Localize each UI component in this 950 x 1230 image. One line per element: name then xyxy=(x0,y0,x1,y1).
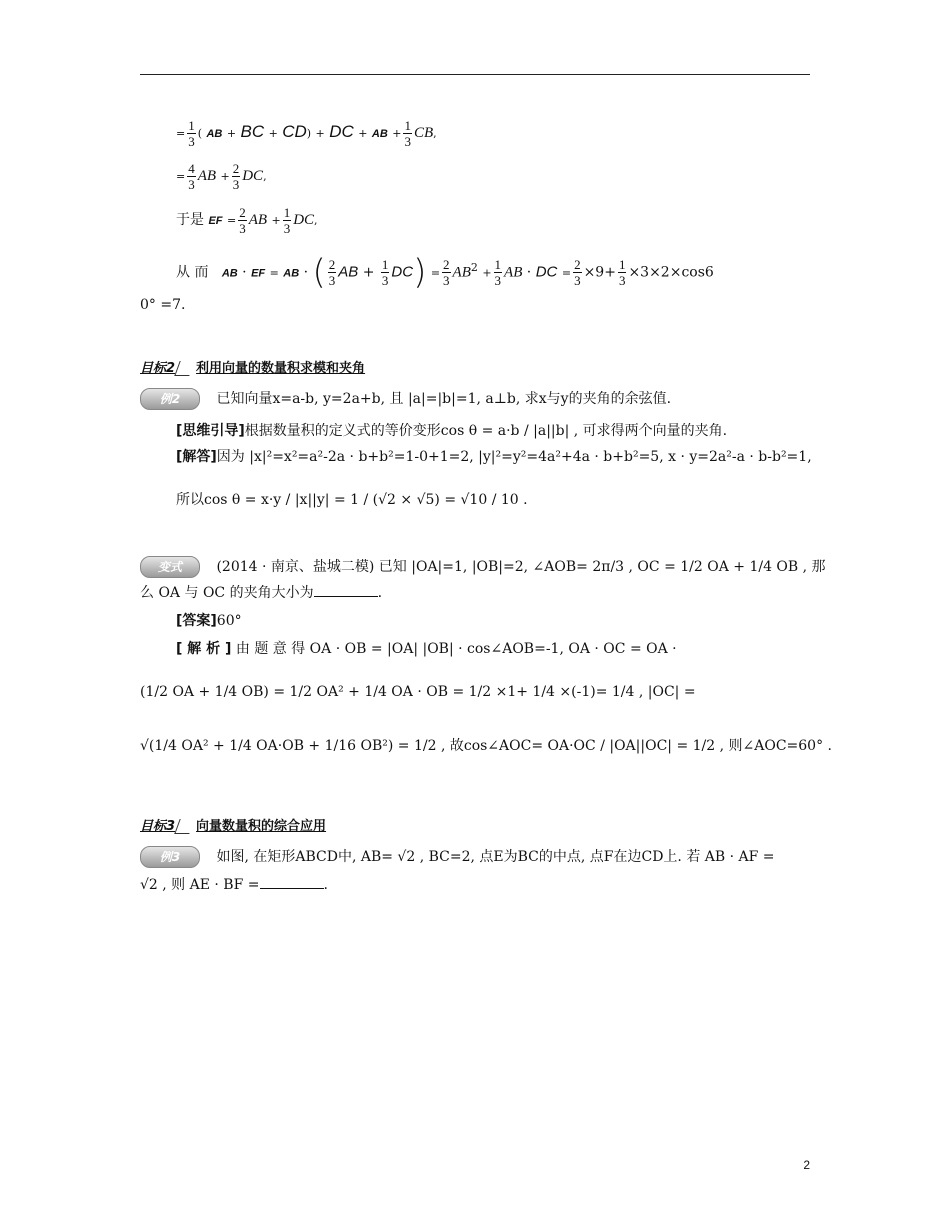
variant-solution-text-1: 由 题 意 得 OA · OB = |OA| |OB| · cos∠AOB=-1, OA · OC = OA · xyxy=(235,641,677,657)
answer2-text: 因为 |x|²=x²=a²-2a · b+b²=1-0+1=2, |y|²=y²=4a²+4a · b+b²=5, x · y=2a²-a · b-b²=1, xyxy=(216,449,812,465)
variant-line-2: 么 OA 与 OC 的夹角大小为 . xyxy=(140,585,383,601)
variant-answer-label: [答案] xyxy=(176,613,217,629)
equation-line-3: 于是 EF = $\frac{2}{3}$ AB + $\frac{1}{3}$ DC, xyxy=(176,204,318,236)
variant-solution-line-2 xyxy=(140,670,810,714)
example3-line-1 xyxy=(140,844,810,870)
equation-line-4: 从 而 AB · EF = AB · ( $\frac{2}{3}$ AB + $\frac{1}{3}$ DC) = $\frac{2}{3}$ $AB^2$ + $\frac{1}{3}$ AB · DC = $\frac{2}{3}$ ×9+ $\frac{1}{3}$ ×3×2×cos6 xyxy=(176,252,714,293)
so-line xyxy=(140,478,810,522)
variant-text-2: 么 OA 与 OC 的夹角大小为 xyxy=(140,585,314,601)
goal3-title: 向量数量积的综合应用 xyxy=(196,819,327,834)
thinking-line xyxy=(140,420,810,442)
text-yushi: 于是 xyxy=(176,212,204,228)
answer-blank xyxy=(314,584,378,597)
example2-line xyxy=(140,386,810,412)
thinking-label: [思维引导] xyxy=(176,423,245,439)
variant-solution-line-3 xyxy=(140,724,832,768)
answer2-label: [解答] xyxy=(176,449,217,465)
text-congere: 从 而 xyxy=(176,264,209,281)
answer2-line xyxy=(140,446,810,468)
so-text: 所以cos θ = x·y / |x||y| = 1 / (√2 × √5) = √10 / 10 . xyxy=(176,492,528,508)
answer-blank xyxy=(260,876,324,889)
example3-text-1: 如图, 在矩形ABCD中, AB= √2 , BC=2, 点E为BC的中点, 点F在边CD上. 若 AB · AF = xyxy=(216,849,775,865)
document-body xyxy=(140,110,832,896)
variant-solution-label: [ 解 析 ] xyxy=(176,641,232,657)
thinking-text: 根据数量积的定义式的等价变形cos θ = a·b / |a||b| , 可求得两个向量的夹角. xyxy=(244,423,728,439)
variant-solution-text-2: (1/2 OA + 1/4 OB) = 1/2 OA² + 1/4 OA · OB = 1/2 ×1+ 1/4 ×(-1)= 1/4 , |OC| = xyxy=(140,684,696,700)
example3-line-2: √2 , 则 AE · BF = . xyxy=(140,877,328,893)
page-number: 2 xyxy=(803,1158,810,1172)
equation-line-2: = $\frac{4}{3}$ AB + $\frac{2}{3}$ DC, xyxy=(176,160,267,192)
variant-line-1 xyxy=(140,552,826,582)
example2-text: 已知向量x=a-b, y=2a+b, 且 |a|=|b|=1, a⊥b, 求x与y的夹角的余弦值. xyxy=(216,391,672,407)
variant-text-1: (2014 · 南京、盐城二模) 已知 |OA|=1, |OB|=2, ∠AOB= 2π/3 , OC = 1/2 OA + 1/4 OB , 那 xyxy=(216,559,826,575)
example2-badge: 例2 xyxy=(140,388,200,410)
variant-answer-line xyxy=(140,610,810,632)
variant-answer-value: 60° xyxy=(216,613,242,629)
variant-badge: 变式 xyxy=(140,556,200,578)
goal3-label: 目标3 xyxy=(140,819,176,834)
goal2-label: 目标2 xyxy=(140,361,176,376)
arrow-icon xyxy=(174,819,194,834)
goal3-header xyxy=(140,804,810,834)
variant-solution-line-1 xyxy=(140,638,810,660)
header-rule xyxy=(140,74,810,75)
goal2-header xyxy=(140,346,810,376)
equation-line-5: 0° =7. xyxy=(140,297,186,313)
example3-text-2: √2 , 则 AE · BF = xyxy=(140,877,260,893)
example3-badge: 例3 xyxy=(140,846,200,868)
goal2-title: 利用向量的数量积求模和夹角 xyxy=(196,361,366,376)
arrow-icon xyxy=(174,361,194,376)
equation-line-1: = $\frac{1}{3}$ ( AB + BC + CD) + DC + AB + $\frac{1}{3}$ CB, xyxy=(176,117,437,149)
variant-solution-text-3: √(1/4 OA² + 1/4 OA·OB + 1/16 OB²) = 1/2 , 故cos∠AOC= OA·OC / |OA||OC| = 1/2 , 则∠AOC=60° . xyxy=(140,738,832,754)
